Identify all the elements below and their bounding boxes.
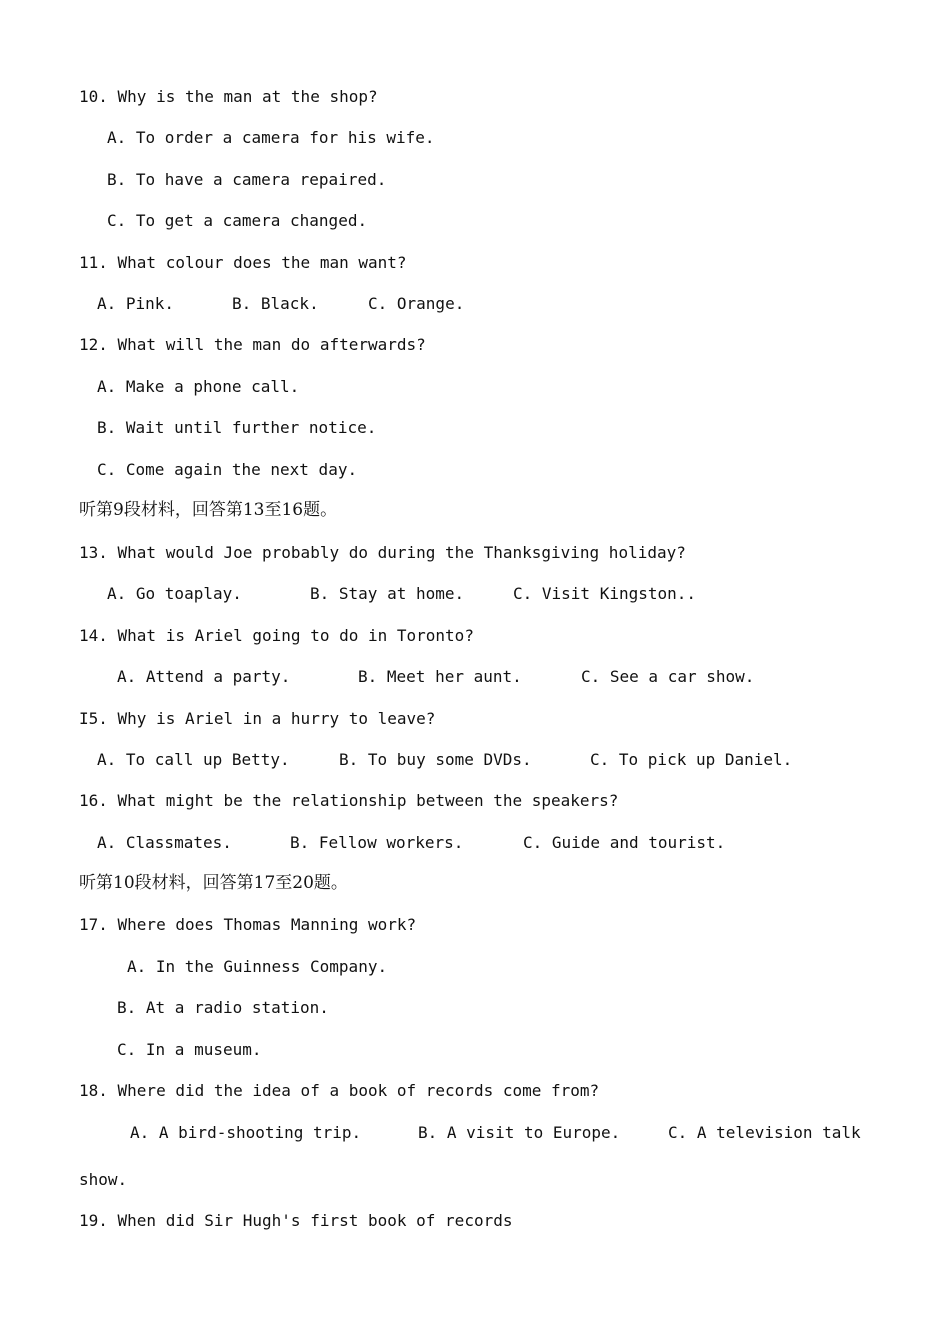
option-18c: C. A television talk: [668, 1123, 861, 1142]
question-17: 17. Where does Thomas Manning work?: [79, 915, 417, 934]
question-14: 14. What is Ariel going to do in Toronto?: [79, 626, 474, 645]
option-16b: B. Fellow workers.: [290, 833, 464, 852]
option-17a: A. In the Guinness Company.: [127, 957, 388, 976]
option-10c: C. To get a camera changed.: [107, 211, 368, 230]
question-12: 12. What will the man do afterwards?: [79, 335, 426, 354]
option-12b: B. Wait until further notice.: [97, 418, 377, 437]
question-19: 19. When did Sir Hugh's first book of records: [79, 1211, 513, 1230]
section-heading-9: 听第9段材料，回答第13至16题。: [79, 500, 338, 520]
option-12a: A. Make a phone call.: [97, 377, 300, 396]
option-13a: A. Go toaplay.: [107, 584, 242, 603]
option-10b: B. To have a camera repaired.: [107, 170, 387, 189]
option-15c: C. To pick up Daniel.: [590, 750, 793, 769]
option-17c: C. In a museum.: [117, 1040, 262, 1059]
option-14a: A. Attend a party.: [117, 667, 291, 686]
option-15a: A. To call up Betty.: [97, 750, 290, 769]
option-15b: B. To buy some DVDs.: [339, 750, 532, 769]
question-11: 11. What colour does the man want?: [79, 253, 407, 272]
question-15: I5. Why is Ariel in a hurry to leave?: [79, 709, 436, 728]
question-13: 13. What would Joe probably do during the Thanksgiving holiday?: [79, 543, 686, 562]
section-heading-10: 听第10段材料，回答第17至20题。: [79, 873, 348, 893]
option-14b: B. Meet her aunt.: [358, 667, 522, 686]
option-13b: B. Stay at home.: [310, 584, 465, 603]
option-18c-continuation: show.: [79, 1170, 128, 1189]
option-10a: A. To order a camera for his wife.: [107, 128, 435, 147]
option-11a: A. Pink.: [97, 294, 175, 313]
option-17b: B. At a radio station.: [117, 998, 329, 1017]
option-13c: C. Visit Kingston..: [513, 584, 697, 603]
option-16a: A. Classmates.: [97, 833, 232, 852]
option-11c: C. Orange.: [368, 294, 465, 313]
question-16: 16. What might be the relationship between the speakers?: [79, 791, 619, 810]
option-18b: B. A visit to Europe.: [418, 1123, 621, 1142]
option-18a: A. A bird-shooting trip.: [130, 1123, 362, 1142]
option-11b: B. Black.: [232, 294, 319, 313]
option-14c: C. See a car show.: [581, 667, 755, 686]
question-10: 10. Why is the man at the shop?: [79, 87, 378, 106]
option-16c: C. Guide and tourist.: [523, 833, 726, 852]
question-18: 18. Where did the idea of a book of records come from?: [79, 1081, 600, 1100]
option-12c: C. Come again the next day.: [97, 460, 358, 479]
